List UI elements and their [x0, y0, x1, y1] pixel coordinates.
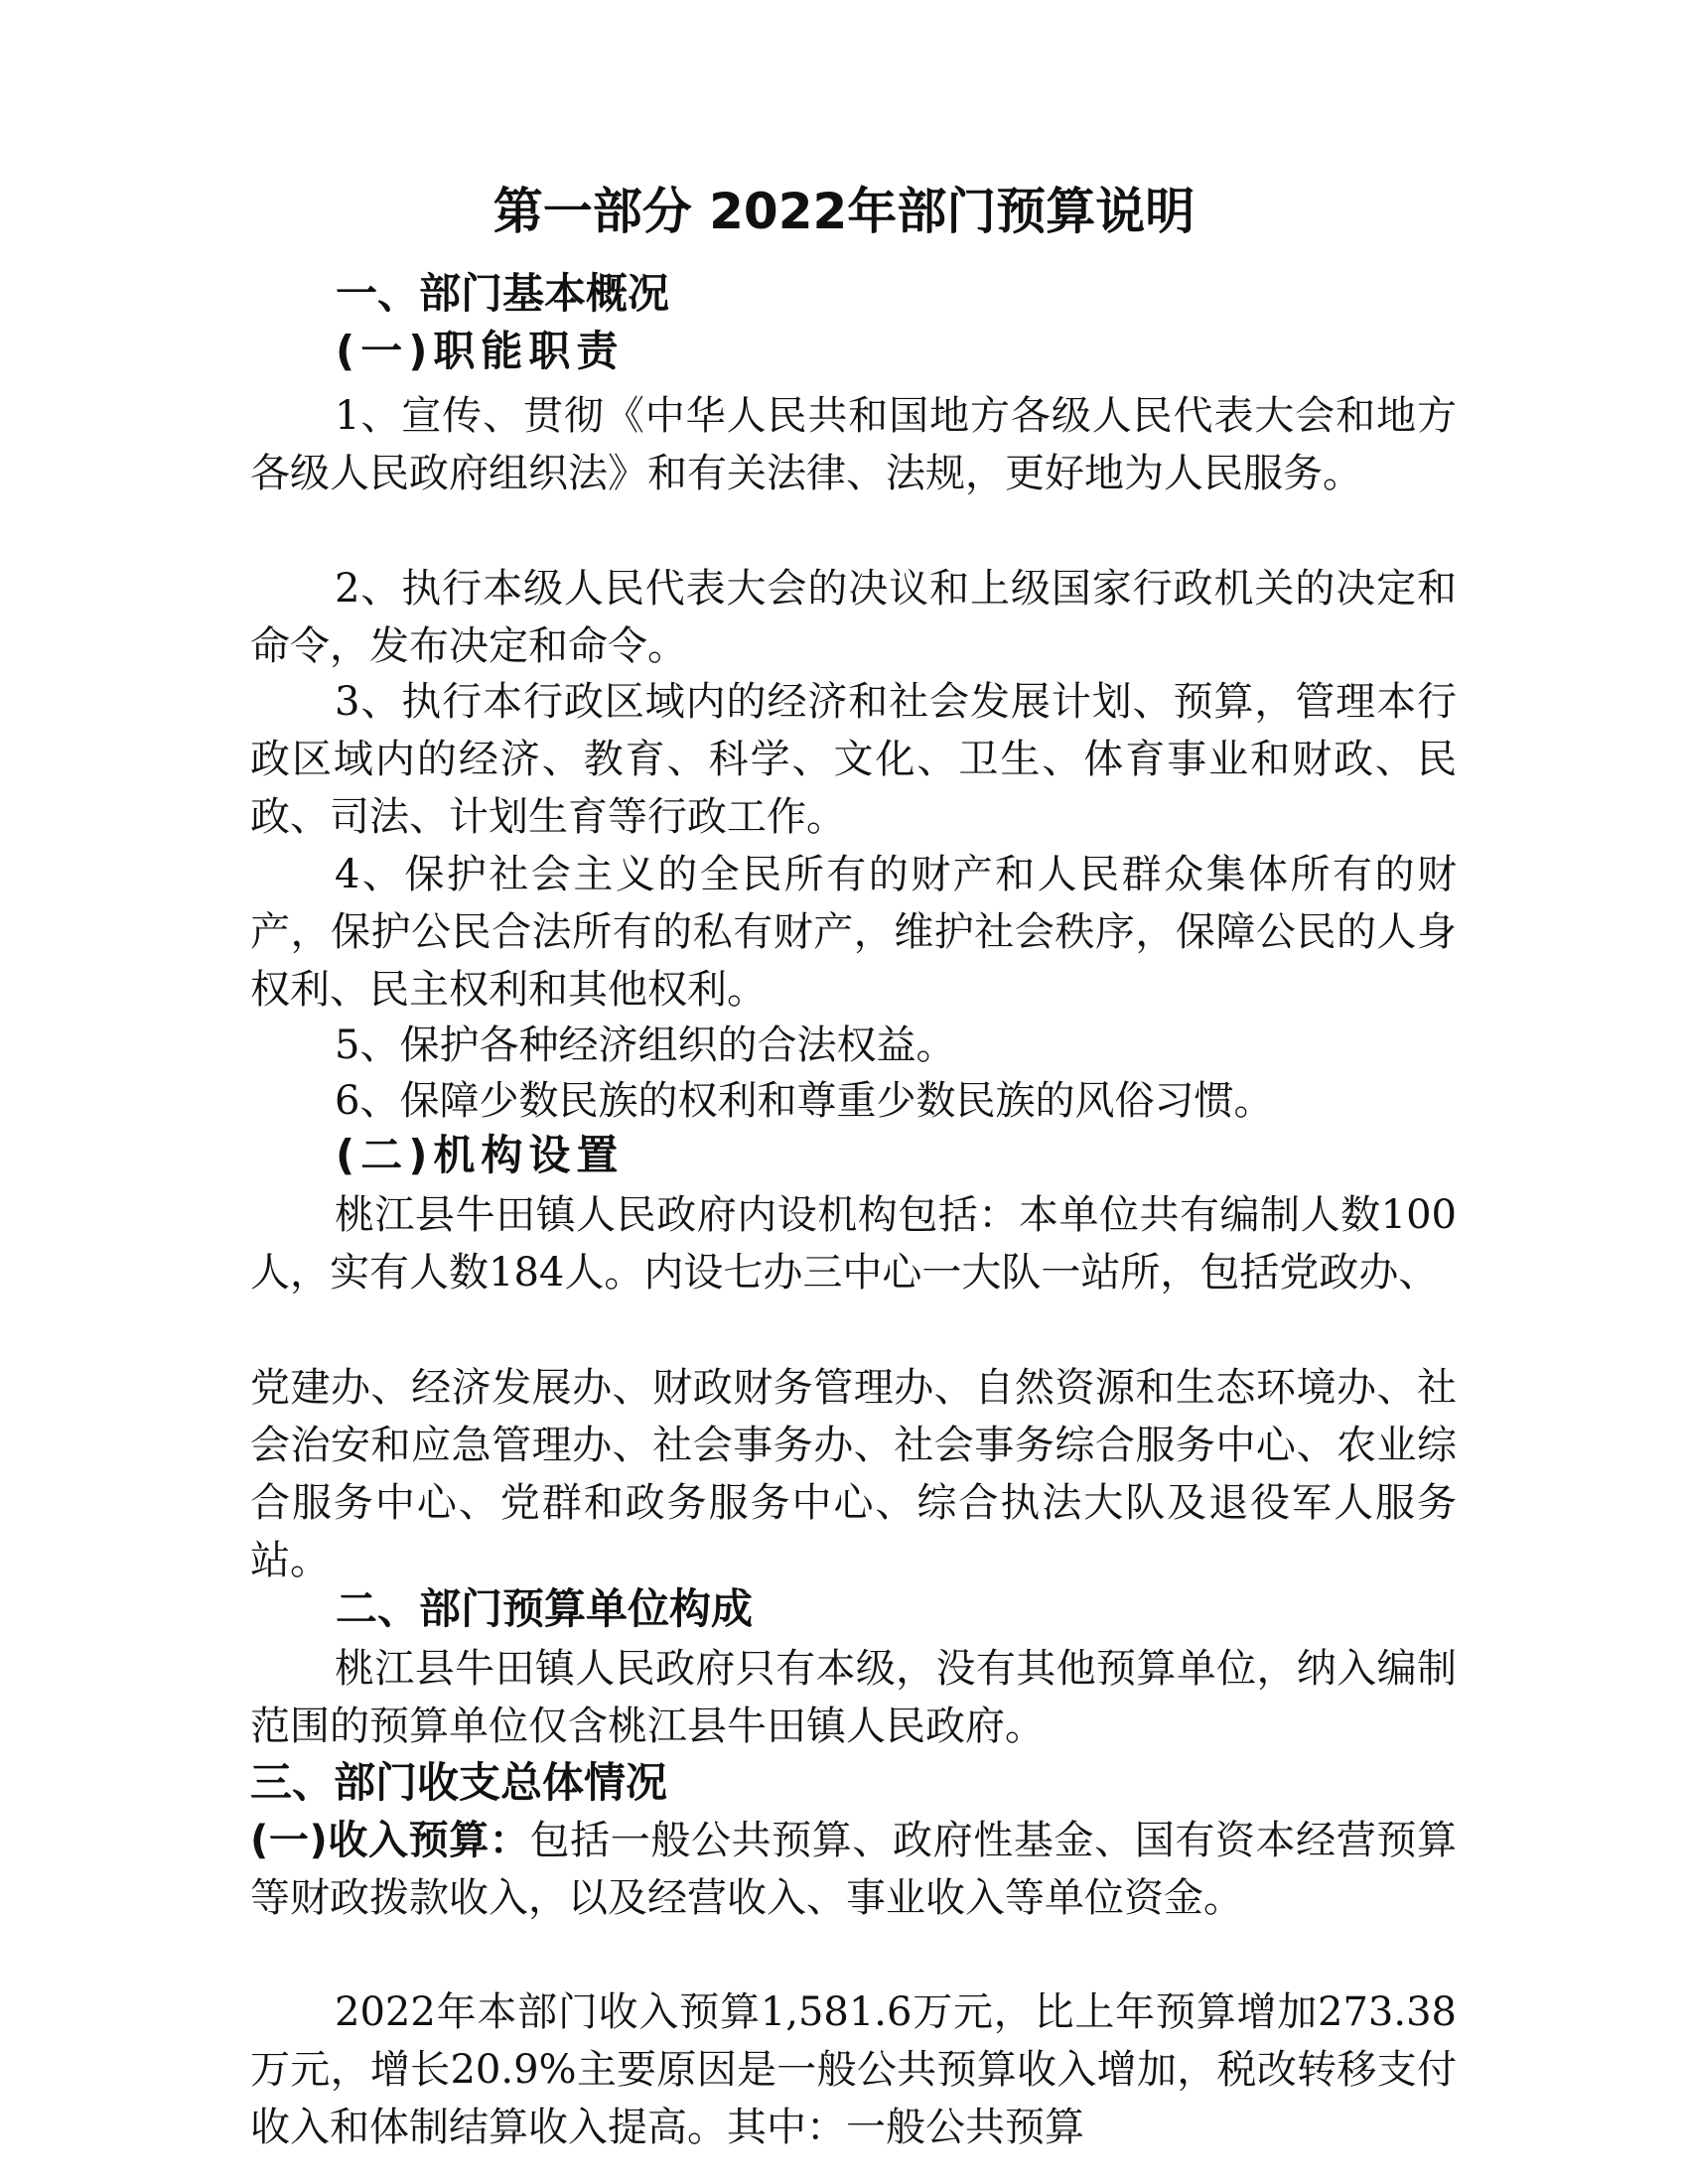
budget-units-paragraph: 桃江县牛田镇人民政府只有本级，没有其他预算单位，纳入编制范围的预算单位仅含桃江县牛田镇人民政府。 — [250, 1646, 1457, 1749]
section-3-heading: 三、部门收支总体情况 — [250, 1758, 668, 1807]
income-budget-paragraph — [250, 1812, 1457, 1927]
income-summary-paragraph: 2022年本部门收入预算1,581.6万元，比上年预算增加273.38万元，增长20.9%主要原因是一般公共预算收入增加，税改转移支付收入和体制结算收入提高。其中：一般公共预算 — [250, 1989, 1457, 2150]
organization-paragraph: 桃江县牛田镇人民政府内设机构包括：本单位共有编制人数100人，实有人数184人。内设七办三中心一大队一站所，包括党政办、 — [250, 1192, 1457, 1296]
duty-item-3: 3、执行本行政区域内的经济和社会发展计划、预算，管理本行政区域内的经济、教育、科学、文化、卫生、体育事业和财政、民政、司法、计划生育等行政工作。 — [250, 679, 1457, 840]
income-budget-text: 包括一般公共预算、政府性基金、国有资本经营预算等财政拨款收入，以及经营收入、事业收入等单位资金。 — [250, 1818, 1458, 1921]
duty-item-2: 2、执行本级人民代表大会的决议和上级国家行政机关的决定和命令，发布决定和命令。 — [250, 566, 1457, 669]
duty-item-4: 4、保护社会主义的全民所有的财产和人民群众集体所有的财产，保护公民合法所有的私有财产，维护社会秩序，保障公民的人身权利、民主权利和其他权利。 — [250, 852, 1457, 1013]
section-1-heading: 一、部门基本概况 — [336, 269, 670, 318]
income-budget-lead: (一)收入预算： — [250, 1818, 530, 1863]
duty-item-1: 1、宣传、贯彻《中华人民共和国地方各级人民代表大会和地方各级人民政府组织法》和有关法律、法规，更好地为人民服务。 — [250, 393, 1457, 496]
duty-item-6: 6、保障少数民族的权利和尊重少数民族的风俗习惯。 — [335, 1078, 1274, 1124]
page-title: 第一部分 2022年部门预算说明 — [492, 183, 1196, 240]
duty-item-5: 5、保护各种经济组织的合法权益。 — [335, 1023, 956, 1068]
organization-units-paragraph: 党建办、经济发展办、财政财务管理办、自然资源和生态环境办、社会治安和应急管理办、社会事务办、社会事务综合服务中心、农业综合服务中心、党群和政务服务中心、综合执法大队及退役军人服务站。 — [250, 1365, 1457, 1583]
section-2-heading: 二、部门预算单位构成 — [336, 1584, 754, 1633]
subsection-duties-heading: (一)职能职责 — [336, 327, 625, 375]
subsection-organization-heading: (二)机构设置 — [336, 1131, 625, 1179]
